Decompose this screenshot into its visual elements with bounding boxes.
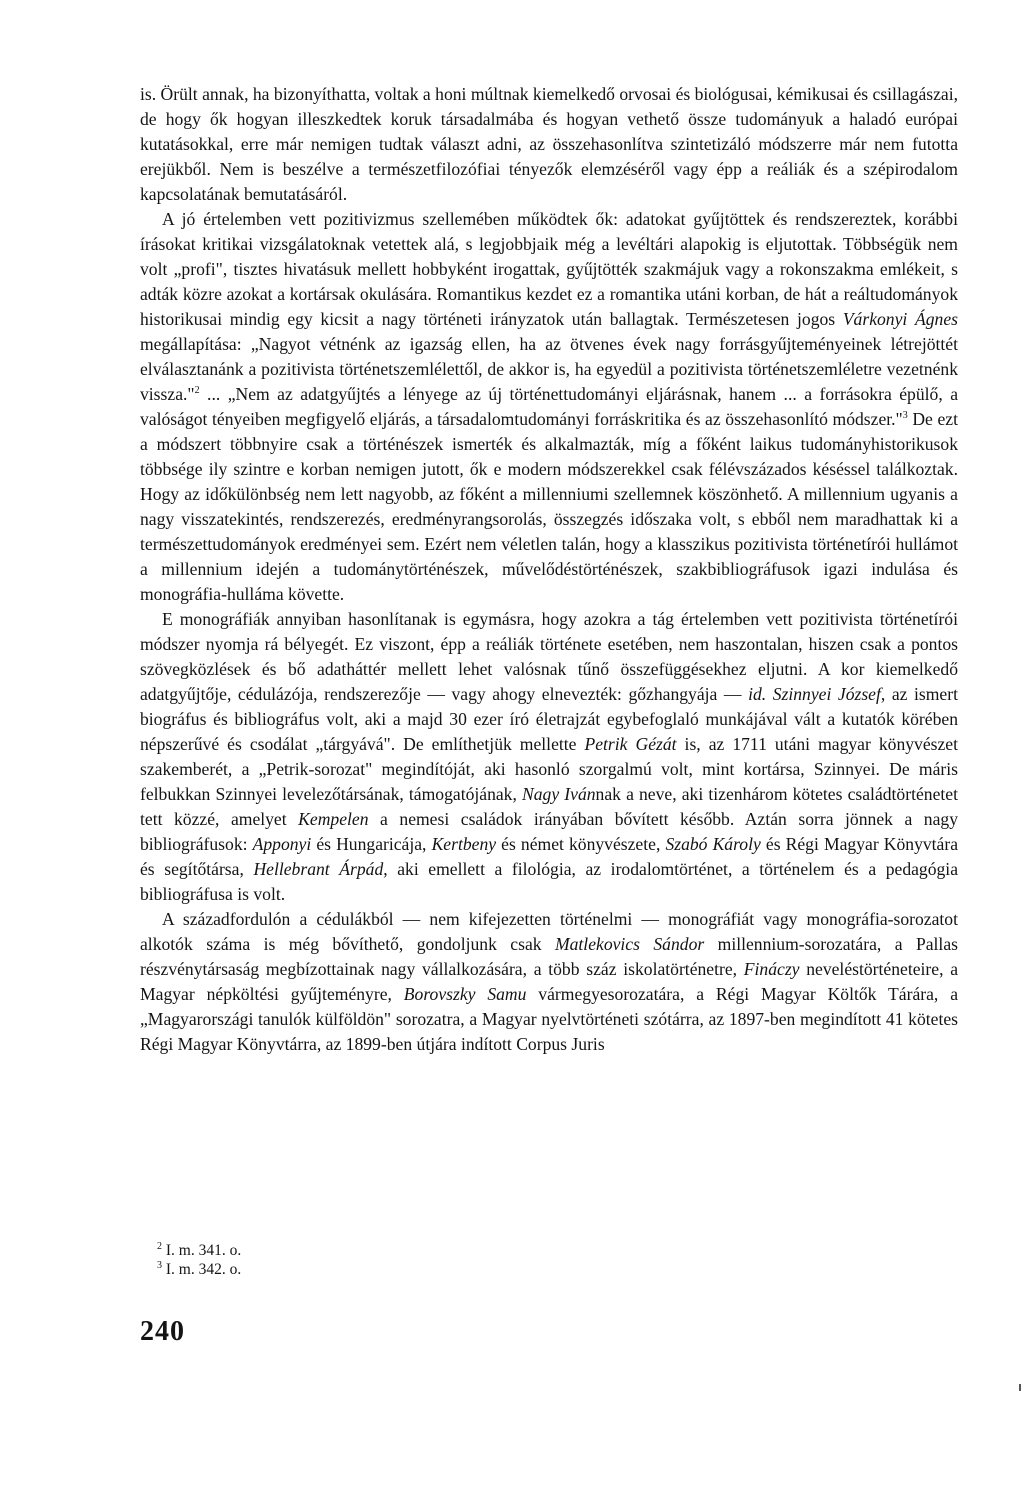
footnotes (157, 1241, 457, 1279)
italic-name: Hellebrant Árpád (253, 859, 384, 879)
page-number: 240 (140, 1316, 185, 1347)
text-segment: A századfordulón a cédulákból — nem kifejezetten történelmi — monográfiát vagy monográfia-sorozatot alkotók száma is még bővíthető, gondoljunk csak (140, 909, 958, 954)
italic-name: Petrik Gézát (584, 734, 677, 754)
italic-name: Szabó Károly (665, 834, 761, 854)
text-segment: vármegyesorozatára, a Régi Magyar Költők Tárára, a „Magyarországi tanulók külföldön" sorozatra, a Magyar nyelvtörténeti szótárra, az 1897-ben megindított 41 kötetes Régi Magyar Könyvtárra, az 1899-ben útjára indított Corpus Juris (140, 984, 959, 1054)
paragraph (140, 82, 958, 207)
text-segment: is. Örült annak, ha bizonyíthatta, voltak a honi múltnak kiemelkedő orvosai és biológusai, kémikusai és csillagászai, de hogy ők hogyan illeszkedtek koruk társadalmába és hogyan vethető össze tudományuk a haladó európai kutatásokkal, erre már nemigen tudtak választ adni, az összehasonlítva szintetizáló módszerre már nem futotta erejükből. Nem is beszélve a természetfilozófiai tényezők elemzéséről vagy épp a reáliák és a szépirodalom kapcsolatának bemutatásáról. (140, 84, 958, 204)
italic-name: id. Szinnyei József (748, 684, 881, 704)
text-segment: a nemesi családok irányában bővített később. Aztán sorra jönnek a nagy bibliográfusok: (140, 809, 958, 854)
italic-name: Nagy Iván (522, 784, 596, 804)
italic-name: Fináczy (743, 959, 800, 979)
italic-name: Kempelen (298, 809, 369, 829)
italic-name: Borovszky Samu (403, 984, 527, 1004)
text-segment: is, az 1711 utáni magyar könyvészet szakemberét, a „Petrik-sorozat" megindítóját, aki hasonló szorgalmú volt, mint kortársa, Szinnyei. De máris felbukkan Szinnyei levelezőtársának, támogatójának, (140, 734, 959, 804)
footnote-number: 2 (157, 1240, 162, 1252)
text-segment: A jó értelemben vett pozitivizmus szellemében működtek ők: adatokat gyűjtöttek és rendszereztek, korábbi írásokat kritikai vizsgálatoknak vetettek alá, s legjobbjaik még a levéltári alapokig is eljutottak. Többségük nem volt „profi", tisztes hivatásuk mellett hobbyként irogattak, gyűjtötték szakmájuk vagy a rokonszakma emlékeit, s adták közre azokat a kortársak okulására. Romantikus kezdet ez a romantika utáni korban, de hát a reáltudományok historikusai mindig egy kicsit a nagy történeti irányzatok után ballagtak. Természetesen jogos (140, 209, 958, 329)
text-segment: ... „Nem az adatgyűjtés a lényege az új történettudományi eljárásnak, hanem ... a forrásokra épülő, a valóságot tényeiben megfigyelő eljárás, a társadalomtudományi forráskritika és az összehasonlító módszer." (140, 384, 958, 429)
footnote-text: I. m. 341. o. (162, 1242, 242, 1259)
text-segment: neveléstörténeteire, a Magyar népköltési gyűjteményre, (140, 959, 958, 1004)
text-segment: és Régi Magyar Könyvtára és segítőtársa, (140, 834, 959, 879)
paragraph (140, 607, 958, 907)
italic-name: Várkonyi Ágnes (842, 309, 958, 329)
text-segment: De ezt a módszert többnyire csak a történészek ismerték és alkalmazták, míg a főként laikus tudományhistorikusok többsége ily szintre e korban nemigen jutott, ők e modern módszerekkel csak félévszázados késéssel találkoztak. Hogy az időkülönbség nem lett nagyobb, az főként a millenniumi szellemnek köszönhető. A millennium ugyanis a nagy visszatekintés, rendszerezés, eredményrangsorolás, összegzés időszaka volt, s ebből nem maradhattak ki a természettudományok eredményei sem. Ezért nem véletlen talán, hogy a klasszikus pozitivista történetírói hullámot a millennium idején a tudománytörténészek, művelődéstörténészek, szakbibliográfusok igazi indulása és monográfia-hulláma követte. (140, 409, 958, 604)
text-segment: nak a neve, aki tizenhárom kötetes családtörténetet tett közzé, amelyet (140, 784, 958, 829)
italic-name: Kertbeny (431, 834, 497, 854)
text-segment: E monográfiák annyiban hasonlítanak is egymásra, hogy azokra a tág értelemben vett pozitivista történetírói módszer nyomja rá bélyegét. Ez viszont, épp a reáliák története esetében, nem haszontalan, hiszen csak a pontos szövegközlések és bő adatháttér mellett lehet valósnak tűnő összefüggésekhez eljutni. A kor kiemelkedő adatgyűjtője, cédulázója, rendszerezője — vagy ahogy elnevezték: gőzhangyája — (140, 609, 958, 704)
body-text (140, 82, 958, 1057)
footnote-number: 3 (157, 1259, 162, 1271)
footnote-reference: 2 (194, 385, 200, 397)
italic-name: Apponyi (252, 834, 312, 854)
text-segment: millennium-sorozatára, a Pallas részvénytársaság megbízottainak nagy vállalkozására, a több száz iskolatörténetre, (140, 934, 958, 979)
text-segment: megállapítása: „Nagyot vétnénk az igazság ellen, ha az ötvenes évek nagy forrásgyűjteményeinek létrejöttét elválasztanánk a pozitivista történetszemlélettől, de akkor is, ha egyedül a pozitivista történetszemléletre vezetnénk vissza." (140, 334, 958, 404)
paragraph (140, 207, 958, 607)
text-segment: , aki emellett a filológia, az irodalomtörténet, a történelem és a pedagógia bibliográfusa is volt. (140, 859, 959, 904)
text-segment: és német könyvészete, (496, 834, 666, 854)
italic-name: Matlekovics Sándor (554, 934, 705, 954)
footnote-reference: 3 (902, 410, 908, 422)
footnote (157, 1260, 457, 1279)
paragraph (140, 907, 958, 1057)
scan-edge-mark (1019, 1384, 1021, 1391)
text-segment: és Hungaricája, (311, 834, 432, 854)
footnote-text: I. m. 342. o. (162, 1261, 242, 1278)
footnote (157, 1241, 457, 1260)
text-segment: , az ismert biográfus és bibliográfus volt, aki a majd 30 ezer író életrajzát egybefoglaló munkájával vált a kutatók körében népszerűvé és csodálat „tárgyává". De említhetjük mellette (140, 684, 958, 754)
